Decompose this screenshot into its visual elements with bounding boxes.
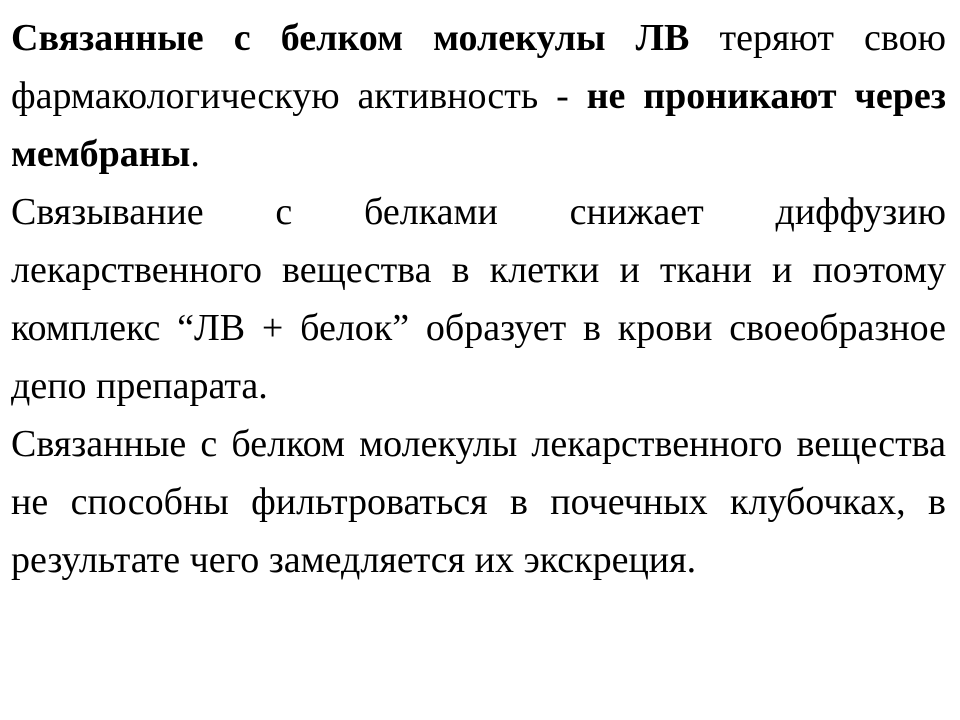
paragraph-period: . — [190, 133, 200, 175]
paragraph-depot-effect: Связывание с белками снижает диффузию лекарственного вещества в клетки и ткани и поэтому комплекс “ЛВ + белок” образует в крови своеобразное депо препарата. — [11, 191, 946, 407]
bold-phrase-bound-molecules: Связанные с белком молекулы ЛВ — [11, 17, 690, 59]
paragraph-renal-excretion: Связанные с белком молекулы лекарственного вещества не способны фильтроваться в почечных клубочках, в результате чего замедляется их экскреция. — [11, 423, 946, 581]
paragraph-protein-binding-activity — [11, 9, 946, 183]
bold-phrase-no-membrane-penetration: не проникают через мембраны — [11, 75, 946, 175]
paragraph-text-lose-activity: теряют свою фармакологическую активность - — [11, 17, 946, 117]
slide-text-block — [11, 9, 946, 589]
